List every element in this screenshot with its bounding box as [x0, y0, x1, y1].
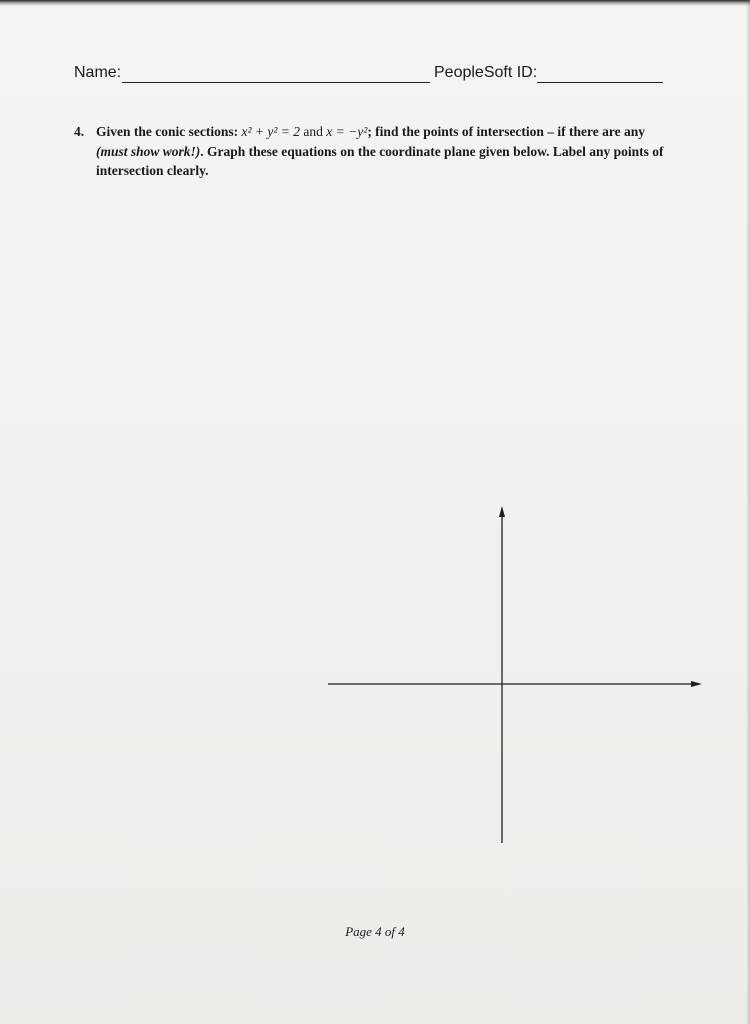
- page-number: Page 4 of 4: [345, 924, 405, 939]
- equation-parabola: x = −y²: [326, 124, 368, 139]
- peoplesoft-id-label: PeopleSoft ID:: [434, 64, 538, 81]
- y-axis-arrow-icon: [499, 506, 505, 517]
- question-intro: Given the conic sections:: [96, 124, 239, 139]
- question-task: ; find the points of intersection – if there are any: [367, 124, 646, 139]
- name-label: Name:: [74, 64, 122, 81]
- equation-circle: x² + y² = 2: [241, 124, 301, 139]
- question-number: 4.: [74, 124, 85, 139]
- equation-connector: and: [303, 124, 323, 139]
- x-axis-arrow-icon: [691, 681, 702, 687]
- question-emphasis: (must show work!): [96, 143, 201, 159]
- question-instructions: . Graph these equations on the coordinate plane given below. Label any points of intersection clearly.: [96, 143, 664, 178]
